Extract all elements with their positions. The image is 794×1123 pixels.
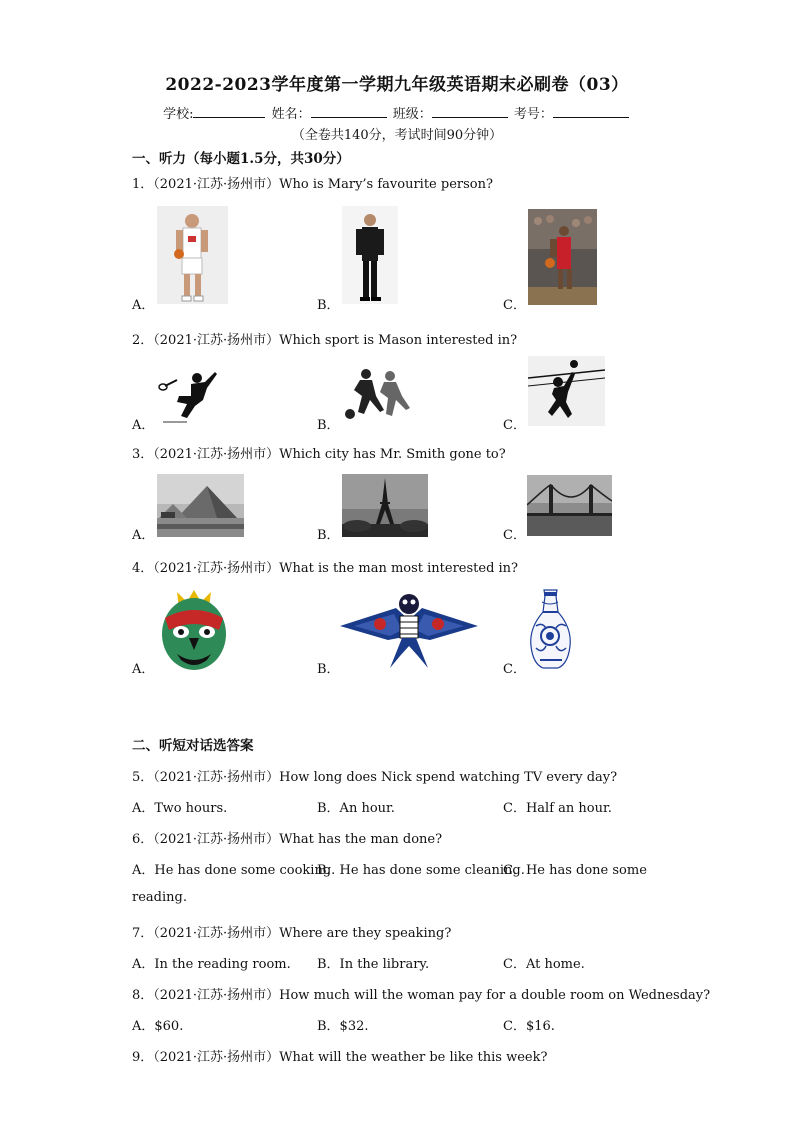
- exam-no-label: 考号：: [513, 107, 553, 122]
- question-number: 9．: [132, 1050, 154, 1065]
- q6-option-a[interactable]: A．He has done some cooking.: [132, 863, 336, 878]
- q7-option-c[interactable]: C．At home.: [503, 957, 585, 972]
- question-text: What has the man done?: [279, 832, 443, 847]
- question-8: [132, 984, 710, 1003]
- question-source: （2021·江苏·扬州市）: [153, 988, 280, 1003]
- man-in-black-suit-image: [342, 206, 398, 304]
- question-source: （2021·江苏·扬州市）: [153, 1050, 280, 1065]
- question-4: [132, 557, 518, 576]
- question-1: [132, 173, 493, 192]
- q8-option-b[interactable]: B．$32.: [317, 1019, 369, 1034]
- pyramids-photo-image: [157, 474, 244, 537]
- q5-option-a[interactable]: A．Two hours.: [132, 801, 228, 816]
- volleyball-silhouette-image: [528, 356, 605, 426]
- q7-option-a[interactable]: A．In the reading room.: [132, 957, 291, 972]
- question-source: （2021·江苏·扬州市）: [153, 561, 280, 576]
- question-number: 6．: [132, 832, 154, 847]
- question-source: （2021·江苏·扬州市）: [153, 333, 280, 348]
- basketball-player-dribbling-image: [528, 209, 597, 305]
- question-number: 1．: [132, 177, 154, 192]
- name-blank[interactable]: [311, 105, 387, 118]
- class-label: 班级：: [392, 107, 432, 122]
- eiffel-tower-photo-image: [342, 474, 428, 537]
- school-blank[interactable]: [193, 105, 265, 118]
- question-source: （2021·江苏·扬州市）: [153, 926, 280, 941]
- question-source: （2021·江苏·扬州市）: [153, 177, 280, 192]
- section-2-title: 二、听短对话选答案: [132, 738, 254, 754]
- q2-option-b[interactable]: B．: [317, 418, 340, 433]
- q4-option-c[interactable]: C．: [503, 662, 526, 677]
- question-6: [132, 828, 442, 847]
- question-number: 5．: [132, 770, 154, 785]
- opera-mask-image: [157, 588, 231, 672]
- name-label: 姓名：: [271, 107, 311, 122]
- school-label: 学校:: [163, 107, 194, 122]
- page-title: 2022-2023学年度第一学期九年级英语期末必刷卷（03）: [165, 75, 629, 95]
- question-7: [132, 922, 451, 941]
- q2-option-a[interactable]: A．: [132, 418, 155, 433]
- q1-option-c[interactable]: C．: [503, 298, 526, 313]
- question-2: [132, 329, 517, 348]
- question-9: [132, 1046, 547, 1065]
- q6-option-c-continuation: reading.: [132, 890, 187, 905]
- q3-option-c[interactable]: C．: [503, 528, 526, 543]
- q1-option-a[interactable]: A．: [132, 298, 155, 313]
- class-blank[interactable]: [432, 105, 508, 118]
- exam-note: （全卷共140分，考试时间90分钟）: [291, 128, 503, 143]
- question-number: 2．: [132, 333, 154, 348]
- badminton-silhouette-image: [157, 366, 223, 426]
- question-text: Which sport is Mason interested in?: [279, 333, 518, 348]
- q4-option-a[interactable]: A．: [132, 662, 155, 677]
- question-source: （2021·江苏·扬州市）: [153, 832, 280, 847]
- q1-option-b[interactable]: B．: [317, 298, 340, 313]
- soccer-silhouette-image: [340, 366, 414, 426]
- q8-option-c[interactable]: C．$16.: [503, 1019, 555, 1034]
- q5-option-b[interactable]: B．An hour.: [317, 801, 395, 816]
- question-number: 7．: [132, 926, 154, 941]
- question-text: How much will the woman pay for a double room on Wednesday?: [279, 988, 711, 1003]
- q7-option-b[interactable]: B．In the library.: [317, 957, 430, 972]
- question-number: 3．: [132, 447, 154, 462]
- question-5: [132, 766, 617, 785]
- section-1-title: 一、听力（每小题1.5分，共30分）: [132, 151, 350, 167]
- question-source: （2021·江苏·扬州市）: [153, 447, 280, 462]
- question-text: Which city has Mr. Smith gone to?: [279, 447, 506, 462]
- swallow-kite-image: [340, 590, 478, 670]
- question-text: What will the weather be like this week?: [279, 1050, 548, 1065]
- basketball-player-white-uniform-image: [157, 206, 228, 304]
- q3-option-a[interactable]: A．: [132, 528, 155, 543]
- question-number: 8．: [132, 988, 154, 1003]
- question-text: What is the man most interested in?: [279, 561, 519, 576]
- q5-option-c[interactable]: C．Half an hour.: [503, 801, 612, 816]
- question-source: （2021·江苏·扬州市）: [153, 770, 280, 785]
- q2-option-c[interactable]: C．: [503, 418, 526, 433]
- golden-gate-bridge-photo-image: [527, 475, 612, 536]
- q4-option-b[interactable]: B．: [317, 662, 340, 677]
- question-text: How long does Nick spend watching TV every day?: [279, 770, 618, 785]
- q6-option-b[interactable]: B．He has done some cleaning.: [317, 863, 525, 878]
- q8-option-a[interactable]: A．$60.: [132, 1019, 184, 1034]
- question-number: 4．: [132, 561, 154, 576]
- exam-no-blank[interactable]: [553, 105, 629, 118]
- q3-option-b[interactable]: B．: [317, 528, 340, 543]
- question-3: [132, 443, 506, 462]
- question-text: Where are they speaking?: [279, 926, 452, 941]
- question-text: Who is Mary’s favourite person?: [279, 177, 493, 192]
- q6-option-c[interactable]: C．He has done some: [503, 863, 647, 878]
- blue-white-vase-image: [528, 588, 573, 670]
- student-info-line: [0, 103, 794, 122]
